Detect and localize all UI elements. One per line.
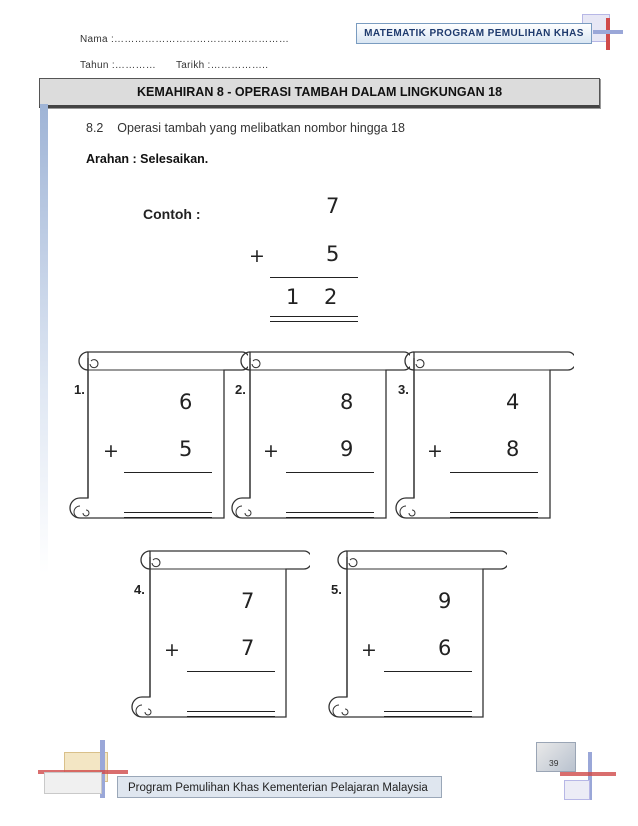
question-2-answer-line [286,512,374,518]
question-5-top-number: 9 [438,589,452,613]
question-label-3: 3. [398,382,409,397]
example-answer-double-line [270,316,358,322]
scroll-frame-q3 [392,350,574,532]
question-4-bottom-number: 7 [241,636,255,660]
corner-decoration-accent [593,30,623,34]
question-4-plus-sign: + [164,639,180,661]
scroll-frame-q5 [325,549,507,731]
example-sum-line [270,277,358,278]
left-decorative-bar [40,104,48,574]
program-badge: MATEMATIK PROGRAM PEMULIHAN KHAS [356,23,592,44]
question-3-answer-line [450,512,538,518]
example-answer-tens: 1 [286,285,300,309]
question-4-top-number: 7 [241,589,255,613]
example-top-number: 7 [326,194,340,218]
scroll-frame-q1 [66,350,248,532]
question-5-answer-line [384,711,472,717]
question-5-sum-line [384,671,472,672]
question-4-answer-line [187,711,275,717]
title-band [39,78,600,108]
subtitle: 8.2 Operasi tambah yang melibatkan nombor hingga 18 [86,121,405,135]
question-2-bottom-number: 9 [340,437,354,461]
instruction: Arahan : Selesaikan. [86,152,209,166]
question-5-plus-sign: + [361,639,377,661]
example-plus-sign: + [249,245,265,267]
question-4-sum-line [187,671,275,672]
question-1-sum-line [124,472,212,473]
question-label-2: 2. [235,382,246,397]
footer-decoration [564,780,590,800]
tahun-field: Tahun :………… [80,60,157,71]
scroll-frame-q2 [228,350,410,532]
question-3-bottom-number: 8 [506,437,520,461]
nama-field: Nama :…………………………………………… [80,34,290,45]
question-3-sum-line [450,472,538,473]
example-bottom-number: 5 [326,242,340,266]
question-5-bottom-number: 6 [438,636,452,660]
footer-decoration-accent [560,772,616,776]
corner-decoration-accent [606,18,610,50]
scroll-frame-q4 [128,549,310,731]
question-1-answer-line [124,512,212,518]
page-title: KEMAHIRAN 8 - OPERASI TAMBAH DALAM LINGKUNGAN 18 [136,85,503,99]
question-3-top-number: 4 [506,390,520,414]
question-3-plus-sign: + [427,440,443,462]
tarikh-field: Tarikh :…………….. [176,60,269,71]
question-label-1: 1. [74,382,85,397]
question-2-top-number: 8 [340,390,354,414]
question-1-plus-sign: + [103,440,119,462]
page-number: 39 [549,758,559,768]
footer-banner: Program Pemulihan Khas Kementerian Pelajaran Malaysia [117,776,442,798]
question-2-sum-line [286,472,374,473]
question-2-plus-sign: + [263,440,279,462]
question-label-4: 4. [134,582,145,597]
question-label-5: 5. [331,582,342,597]
footer-decoration [44,772,102,794]
question-1-bottom-number: 5 [179,437,193,461]
example-answer-ones: 2 [324,285,338,309]
example-label: Contoh : [143,206,201,222]
question-1-top-number: 6 [179,390,193,414]
